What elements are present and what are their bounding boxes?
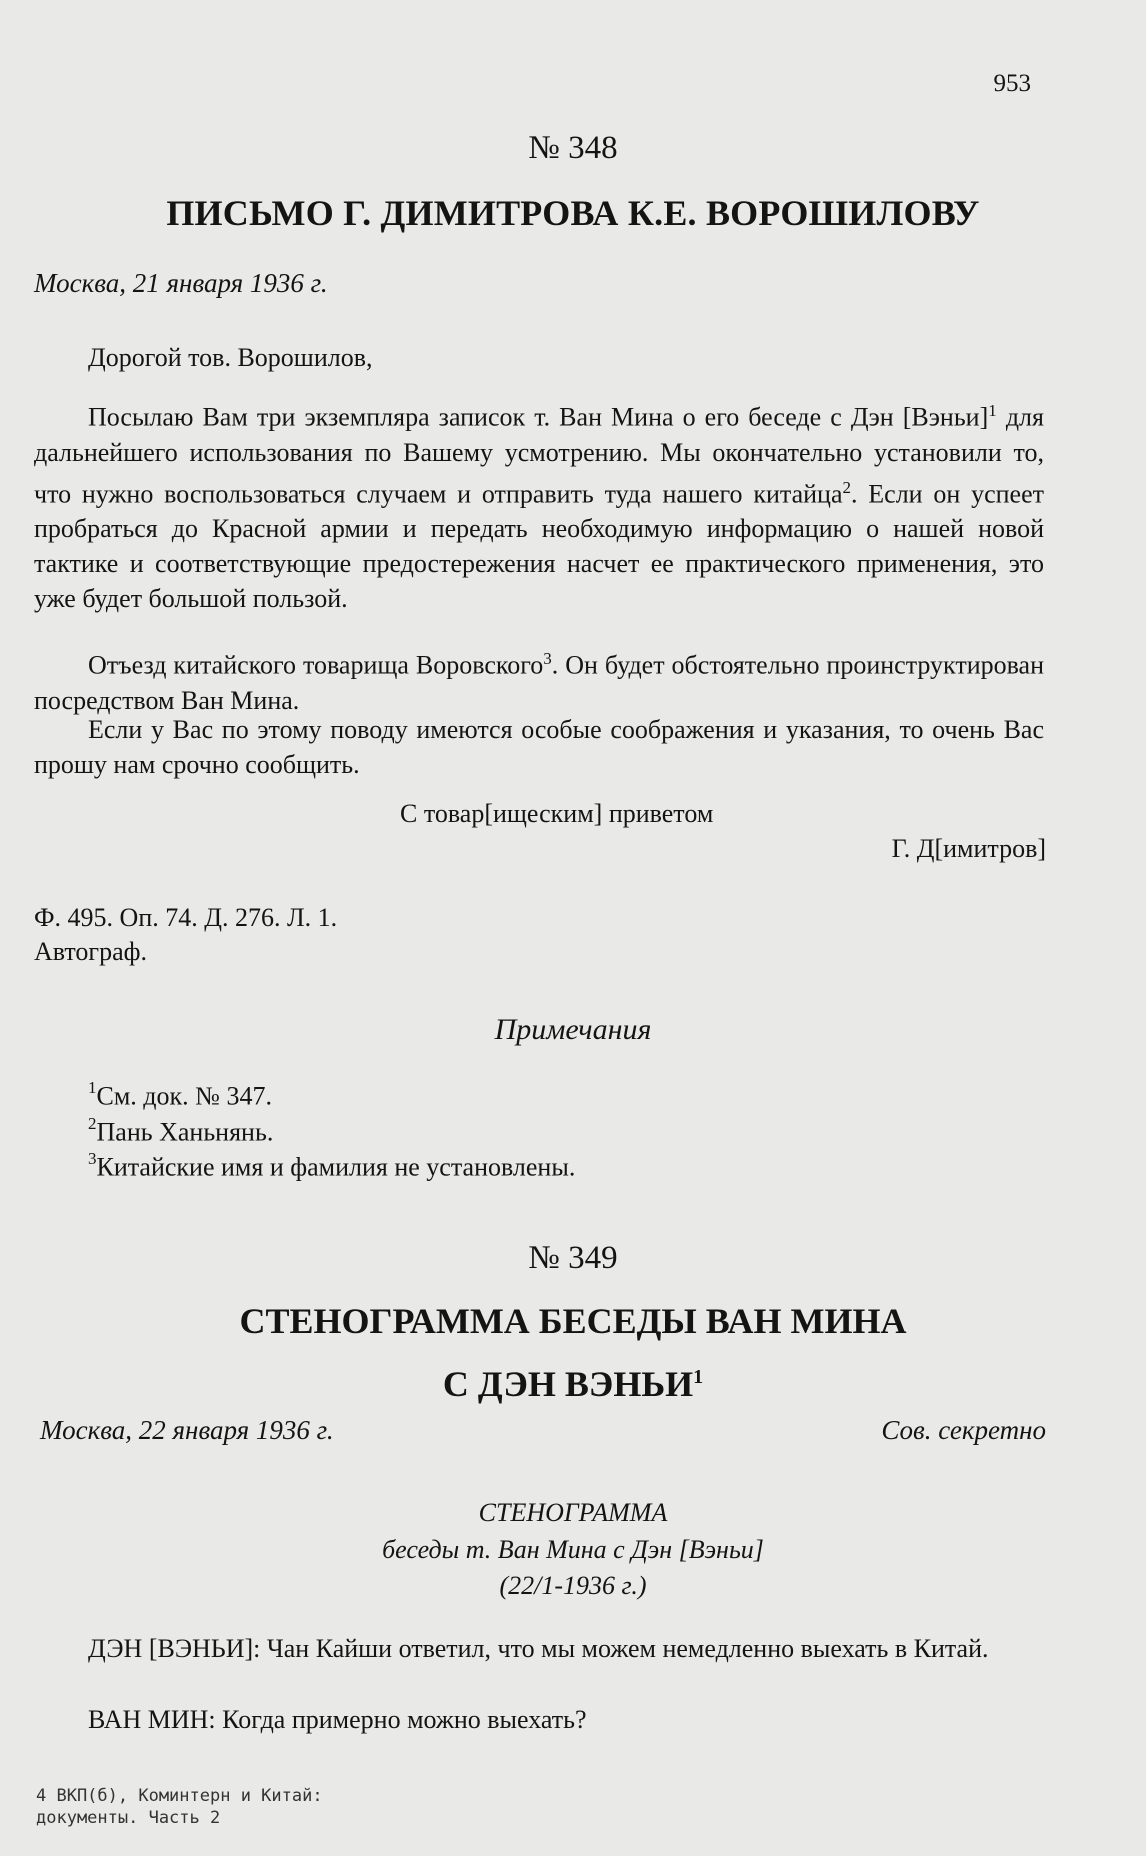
note-text: Пань Ханьнянь.	[96, 1117, 274, 1147]
closing: С товар[ищеским] приветом	[400, 799, 714, 828]
document-title	[0, 1293, 1146, 1412]
paragraph-text: ДЭН [ВЭНЬИ]: Чан Кайши ответил, что мы можем немедленно выехать в Китай.	[88, 1634, 989, 1663]
paragraph-text: . Если он успеет пробраться до Красной армии и передать необходимую информацию о нашей новой тактике и соответствующие предостережения насчет ее практического применения, это уже будет большой пользой.	[34, 479, 1044, 614]
title-line: С ДЭН ВЭНЬИ	[442, 1364, 694, 1404]
page-number: 953	[993, 70, 1031, 97]
stenogram-subtitle: беседы т. Ван Мина с Дэн [Вэньи]	[382, 1535, 764, 1564]
paragraph-text: Посылаю Вам три экземпляра записок т. Ван Мина о его беседе с Дэн [Вэньи]	[88, 402, 989, 432]
footnote-ref: 1	[693, 1366, 704, 1388]
place-date: Москва, 22 января 1936 г.	[40, 1415, 334, 1445]
footnote-ref: 2	[842, 477, 851, 497]
classification: Сов. секретно	[881, 1415, 1046, 1445]
salutation-text: Дорогой тов. Ворошилов,	[88, 343, 373, 372]
transcript-paragraph	[34, 1702, 1044, 1737]
footnote-ref: 1	[988, 401, 997, 420]
paragraph-text: Отъезд китайского товарища Воровского	[88, 650, 544, 680]
document-number: № 348	[528, 130, 618, 166]
paragraph-text: . Он будет обстоятельно проинструктирован посредством Ван Мина.	[34, 650, 1044, 715]
note-item	[88, 1151, 575, 1183]
footer-line: документы. Часть 2	[36, 1808, 221, 1828]
footnote-ref: 3	[543, 649, 552, 668]
note-text: См. док. № 347.	[96, 1081, 272, 1111]
title-line: СТЕНОГРАММА БЕСЕДЫ ВАН МИНА	[239, 1301, 907, 1341]
letter-salutation	[34, 340, 1044, 375]
note-text: Китайские имя и фамилия не установлены.	[96, 1152, 576, 1182]
document-title: ПИСЬМО Г. ДИМИТРОВА К.Е. ВОРОШИЛОВУ	[166, 193, 980, 233]
note-number: 3	[88, 1149, 97, 1168]
note-item	[88, 1116, 273, 1148]
paragraph-text: Если у Вас по этому поводу имеются особые соображения и указания, то очень Вас прошу нам срочно сообщить.	[34, 715, 1044, 779]
stenogram-date: (22/1-1936 г.)	[499, 1571, 647, 1600]
stenogram-heading: СТЕНОГРАММА	[478, 1498, 668, 1527]
letter-paragraph-1	[34, 393, 1044, 616]
paragraph-text: ВАН МИН: Когда примерно можно выехать?	[88, 1705, 587, 1734]
transcript-paragraph	[34, 1631, 1044, 1666]
letter-paragraph-2	[34, 641, 1044, 718]
signature: Г. Д[имитров]	[891, 834, 1046, 863]
note-number: 2	[88, 1114, 97, 1133]
note-item	[88, 1080, 272, 1112]
footer-line: 4 ВКП(б), Коминтерн и Китай:	[36, 1786, 323, 1806]
letter-paragraph-3	[34, 712, 1044, 782]
document-number: № 349	[528, 1240, 618, 1276]
place-date: Москва, 21 января 1936 г.	[34, 268, 328, 298]
paragraph-text: для дальнейшего использования по Вашему усмотрению. Мы окончательно установили то, что нужно воспользоваться случаем и отправить туда нашего китайца	[34, 402, 1044, 509]
source-type: Автограф.	[34, 937, 147, 966]
notes-heading: Примечания	[494, 1013, 652, 1046]
note-number: 1	[88, 1078, 97, 1097]
archive-source: Ф. 495. Оп. 74. Д. 276. Л. 1.	[34, 903, 338, 932]
